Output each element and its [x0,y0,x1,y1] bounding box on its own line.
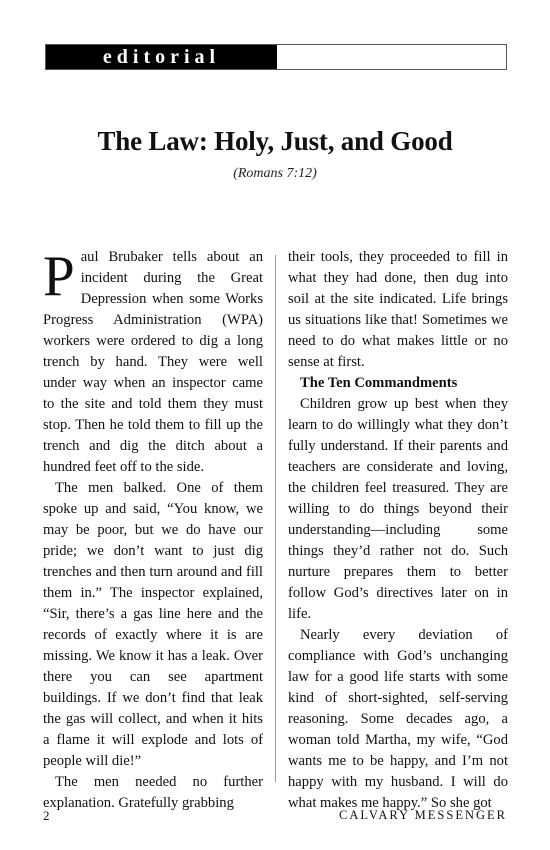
section-label: editorial [46,45,277,69]
section-subhead: The Ten Commandments [300,375,458,391]
text-column-right [288,247,508,811]
section-banner [45,44,507,70]
text-column-left [43,245,263,811]
scripture-reference: (Romans 7:12) [233,166,317,181]
paragraph: Children grow up best when they learn to do willingly what they don’t fully understand. If their parents and teachers are considerate and loving, the children feel treasured. They are willing to do things beyond their understanding—including some things they’d rather not do. Such nurture prepares them to better follow God’s directives later on in life. [288,396,508,622]
drop-cap: P [43,245,75,308]
paragraph: Nearly every deviation of compliance with God’s unchanging law for a good life starts with some kind of short-sighted, self-serving reasoning. Some decades ago, a woman told Martha, my wife, “God wants me to be happy, and I’m not happy with my husband. I will do what makes me happy.” So she got [288,627,508,811]
paragraph: their tools, they proceeded to fill in what they had done, then dug into soil at the site indicated. Life brings us situations like that! Sometimes we need to do what makes little or no sense at first. [288,249,508,370]
paragraph: The men needed no further explanation. Gratefully grabbing [43,774,263,811]
page-number: 2 [43,808,50,823]
paragraph-text: aul Brubaker tells about an incident during the Great Depression when some Works Progress Administration (WPA) workers were ordered to dig a long trench by hand. They were well under way when an inspector came to the site and told them they must stop. Then he told them to fill up the trench and dig the ditch about a hundred feet off to the side. [43,249,263,475]
paragraph: The men balked. One of them spoke up and said, “You know, we may be poor, but we do have our pride; we don’t want to just dig trenches and then turn around and fill them in.” The inspector explained, “Sir, there’s a gas line here and the records of exactly where it is are missing. We know it has a leak. Over there you can see apartment buildings. If we don’t find that leak the gas will collect, and when it hits a flame it will explode and lots of people will die!” [43,480,263,769]
running-title: CALVARY MESSENGER [339,808,507,822]
column-divider [275,255,276,782]
article-title: The Law: Holy, Just, and Good [97,126,453,156]
paragraph [43,247,263,478]
